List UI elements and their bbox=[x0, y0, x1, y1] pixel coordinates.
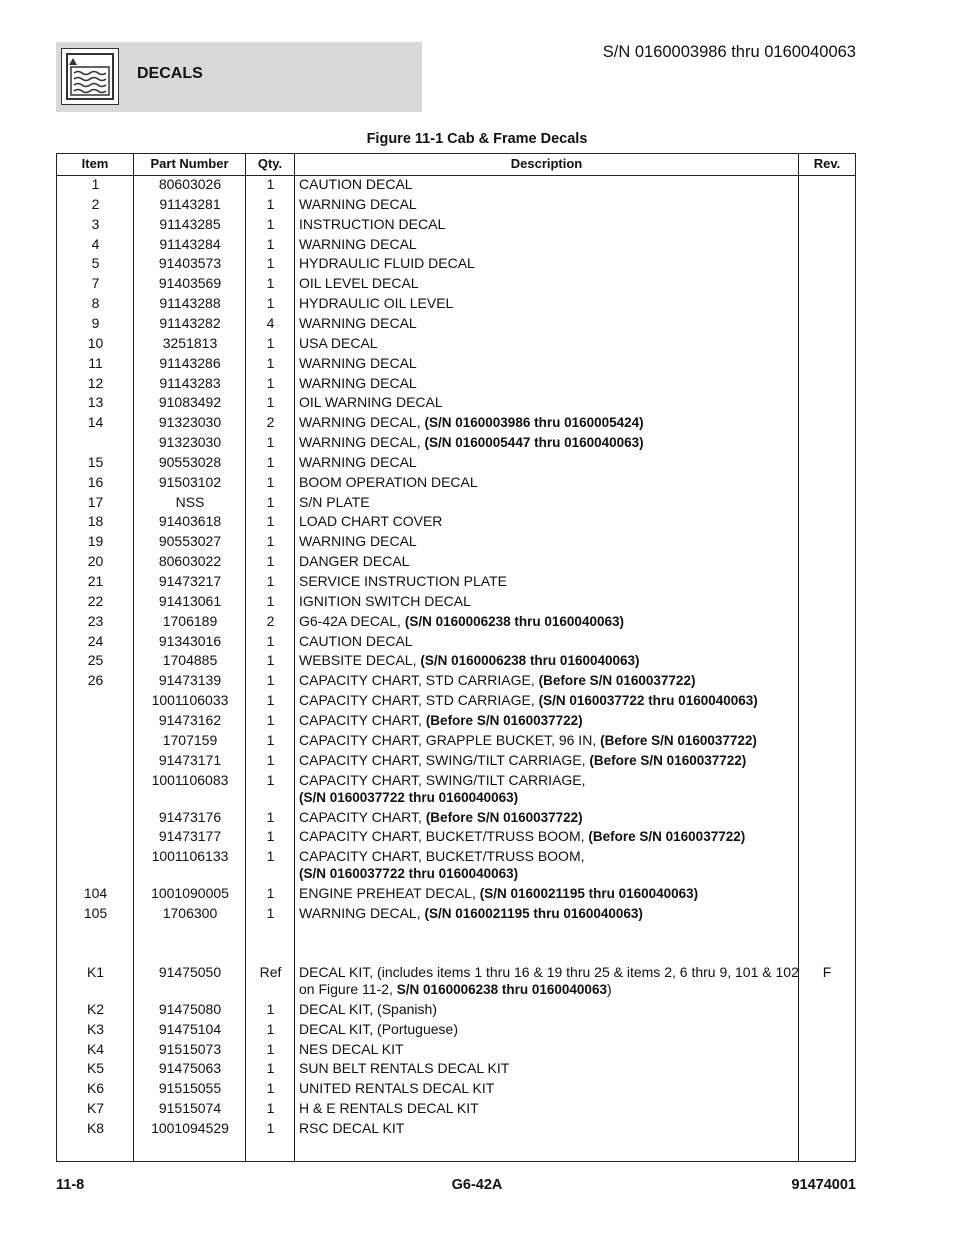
description-cell bbox=[299, 474, 799, 491]
column-header-rev: Rev. bbox=[813, 156, 841, 171]
item-cell: K3 bbox=[86, 1020, 105, 1037]
description-text: WARNING DECAL bbox=[299, 314, 417, 331]
part-number-cell: 91403618 bbox=[158, 513, 222, 530]
description-cell bbox=[299, 355, 799, 372]
qty-cell: 1 bbox=[266, 1060, 275, 1077]
qty-cell: 1 bbox=[266, 533, 275, 550]
column-header-item: Item bbox=[81, 156, 109, 171]
qty-cell: 1 bbox=[266, 374, 275, 391]
column-header-part-number: Part Number bbox=[150, 156, 229, 171]
part-number-cell: 91403569 bbox=[158, 275, 222, 292]
qty-cell: 1 bbox=[266, 176, 275, 192]
qty-cell: 1 bbox=[266, 255, 275, 272]
part-number-cell: 80603026 bbox=[158, 176, 222, 192]
description-text: CAUTION DECAL bbox=[299, 632, 413, 649]
description-text: ENGINE PREHEAT DECAL, bbox=[299, 885, 480, 902]
item-cell: 5 bbox=[91, 255, 100, 272]
description-cell bbox=[299, 1001, 799, 1018]
description-text: DECAL KIT, (Spanish) bbox=[299, 1000, 437, 1017]
description-cell bbox=[299, 964, 799, 998]
description-text: G6-42A DECAL, bbox=[299, 612, 405, 629]
description-cell bbox=[299, 196, 799, 213]
part-number-cell: 91473217 bbox=[158, 573, 222, 589]
description-cell bbox=[299, 176, 799, 193]
description-cell bbox=[299, 295, 799, 312]
decal-section-logo bbox=[61, 48, 119, 105]
section-title: DECALS bbox=[137, 65, 203, 82]
part-number-cell: 91143285 bbox=[159, 215, 221, 232]
qty-cell: 1 bbox=[266, 711, 275, 728]
item-cell: 10 bbox=[87, 334, 104, 351]
serial-range-note: (S/N 0160037722 thru 0160040063) bbox=[299, 789, 519, 805]
part-number-cell: 91413061 bbox=[158, 592, 222, 609]
qty-cell: 1 bbox=[266, 493, 275, 510]
description-cell bbox=[299, 732, 799, 749]
item-cell: 8 bbox=[91, 295, 100, 312]
part-number-cell: 1704885 bbox=[162, 652, 218, 669]
description-cell bbox=[299, 275, 799, 292]
model-name: G6-42A bbox=[451, 1177, 503, 1193]
part-number-cell: 91343016 bbox=[158, 632, 222, 649]
item-cell: K7 bbox=[86, 1100, 105, 1117]
serial-range-note: S/N 0160006238 thru 0160040063 bbox=[396, 981, 607, 997]
item-cell: 12 bbox=[87, 374, 104, 391]
description-cell bbox=[299, 885, 799, 902]
item-cell: 2 bbox=[91, 195, 100, 212]
description-cell bbox=[299, 905, 799, 922]
item-cell: 4 bbox=[91, 235, 100, 252]
description-text: DECAL KIT, (Portuguese) bbox=[299, 1020, 458, 1037]
item-cell: K6 bbox=[86, 1080, 105, 1097]
column-header-description: Description bbox=[510, 156, 583, 171]
qty-cell: 1 bbox=[266, 1100, 275, 1117]
description-cell bbox=[299, 1080, 799, 1097]
description-cell bbox=[299, 513, 799, 530]
serial-range-note: (Before S/N 0160037722) bbox=[538, 673, 696, 689]
description-cell bbox=[299, 1100, 799, 1117]
qty-cell: 1 bbox=[266, 632, 275, 649]
part-number-cell: 91473171 bbox=[158, 751, 222, 768]
part-number-cell: 90553027 bbox=[158, 533, 222, 550]
qty-cell: 1 bbox=[266, 473, 275, 490]
figure-title: Figure 11-1 Cab & Frame Decals bbox=[366, 131, 588, 147]
item-cell: K1 bbox=[86, 963, 105, 980]
serial-range-note: (Before S/N 0160037722) bbox=[425, 809, 583, 825]
description-text: WARNING DECAL, bbox=[299, 414, 425, 431]
serial-range-note: (S/N 0160003986 thru 0160005424) bbox=[424, 415, 644, 431]
description-cell bbox=[299, 236, 799, 253]
description-text: WEBSITE DECAL, bbox=[299, 652, 421, 669]
item-cell: 16 bbox=[87, 473, 104, 490]
part-number-cell: 91473162 bbox=[158, 711, 222, 728]
qty-cell: 1 bbox=[266, 394, 275, 411]
part-number-cell: 91143288 bbox=[159, 295, 221, 312]
serial-range-note: (S/N 0160005447 thru 0160040063) bbox=[424, 435, 644, 451]
description-text: CAPACITY CHART, BUCKET/TRUSS BOOM, bbox=[299, 828, 589, 845]
description-text: WARNING DECAL bbox=[299, 374, 417, 391]
qty-cell: 1 bbox=[266, 215, 275, 232]
description-text: CAPACITY CHART, STD CARRIAGE, bbox=[299, 692, 539, 709]
item-cell: 104 bbox=[83, 885, 108, 902]
decal-icon bbox=[66, 53, 114, 100]
qty-cell: 1 bbox=[266, 731, 275, 748]
part-number-cell: 91473176 bbox=[158, 808, 222, 825]
part-number-cell: 3251813 bbox=[162, 334, 218, 351]
item-cell: 3 bbox=[91, 215, 100, 232]
description-text: WARNING DECAL bbox=[299, 195, 417, 212]
serial-range-note: (S/N 0160021195 thru 0160040063) bbox=[479, 886, 699, 902]
description-text: CAPACITY CHART, SWING/TILT CARRIAGE, bbox=[299, 751, 590, 768]
qty-cell: 4 bbox=[266, 314, 275, 331]
column-header-qty: Qty. bbox=[257, 156, 283, 171]
description-text: UNITED RENTALS DECAL KIT bbox=[299, 1080, 495, 1097]
part-number-cell: 91515074 bbox=[158, 1100, 222, 1117]
description-text: USA DECAL bbox=[299, 334, 378, 351]
description-text: WARNING DECAL bbox=[299, 453, 417, 470]
rev-cell: F bbox=[822, 963, 832, 980]
item-cell: 24 bbox=[87, 632, 104, 649]
description-text: HYDRAULIC FLUID DECAL bbox=[299, 255, 475, 272]
part-number-cell: 91403573 bbox=[158, 255, 222, 272]
item-cell: 21 bbox=[87, 573, 104, 589]
item-cell: 22 bbox=[87, 592, 104, 609]
description-cell bbox=[299, 1041, 799, 1058]
serial-range-note: (S/N 0160006238 thru 0160040063) bbox=[420, 653, 640, 669]
qty-cell: 1 bbox=[266, 672, 275, 689]
item-cell: 11 bbox=[88, 354, 103, 371]
description-cell bbox=[299, 216, 799, 233]
part-number-cell: 91143281 bbox=[159, 195, 221, 212]
description-text-tail: ) bbox=[606, 980, 612, 997]
part-number-cell: 91143284 bbox=[159, 235, 221, 252]
part-number-cell: 91475104 bbox=[158, 1020, 222, 1037]
description-cell bbox=[299, 672, 799, 689]
part-number-cell: 91475050 bbox=[158, 963, 222, 980]
description-cell bbox=[299, 454, 799, 471]
item-cell: 7 bbox=[91, 275, 100, 292]
item-cell: 13 bbox=[87, 394, 104, 411]
item-cell: 15 bbox=[87, 453, 104, 470]
serial-range-note: (S/N 0160037722 thru 0160040063) bbox=[299, 866, 519, 882]
part-number-cell: 91475080 bbox=[158, 1000, 222, 1017]
qty-cell: 1 bbox=[266, 553, 275, 570]
item-cell: 17 bbox=[87, 493, 104, 510]
qty-cell: 1 bbox=[266, 652, 275, 669]
description-text: CAUTION DECAL bbox=[299, 176, 413, 192]
description-text: INSTRUCTION DECAL bbox=[299, 215, 446, 232]
qty-cell: 1 bbox=[266, 771, 275, 788]
description-text: WARNING DECAL, bbox=[299, 905, 425, 922]
description-cell bbox=[299, 848, 799, 882]
serial-range-note: (S/N 0160037722 thru 0160040063) bbox=[538, 693, 758, 709]
part-number-cell: 91143283 bbox=[159, 374, 221, 391]
qty-cell: 1 bbox=[266, 905, 275, 922]
qty-cell: 1 bbox=[266, 513, 275, 530]
serial-range-note: (Before S/N 0160037722) bbox=[588, 829, 746, 845]
description-text: HYDRAULIC OIL LEVEL bbox=[299, 295, 454, 312]
description-text: CAPACITY CHART, BUCKET/TRUSS BOOM, bbox=[299, 848, 585, 865]
item-cell: 25 bbox=[87, 652, 104, 669]
qty-cell: 1 bbox=[266, 434, 275, 451]
part-number-cell: 91323030 bbox=[158, 414, 222, 431]
item-cell: 19 bbox=[87, 533, 104, 550]
qty-cell: 1 bbox=[266, 235, 275, 252]
description-cell bbox=[299, 434, 799, 451]
qty-cell: 2 bbox=[266, 612, 275, 629]
description-text: WARNING DECAL bbox=[299, 235, 417, 252]
qty-cell: 1 bbox=[266, 1080, 275, 1097]
item-cell: 14 bbox=[87, 414, 104, 431]
part-number-cell: 1001106083 bbox=[151, 771, 229, 788]
part-number-cell: 91143286 bbox=[159, 354, 221, 371]
item-cell: 20 bbox=[87, 553, 104, 570]
description-text: LOAD CHART COVER bbox=[299, 513, 443, 530]
item-cell: 26 bbox=[87, 672, 104, 689]
qty-cell: 1 bbox=[266, 573, 275, 589]
part-number-cell: 91473139 bbox=[158, 672, 222, 689]
description-cell bbox=[299, 255, 799, 272]
part-number-cell: 91323030 bbox=[158, 434, 222, 451]
qty-cell: 1 bbox=[266, 195, 275, 212]
qty-cell: Ref bbox=[259, 963, 282, 980]
description-text: OIL LEVEL DECAL bbox=[299, 275, 419, 292]
page-number: 11-8 bbox=[56, 1177, 85, 1193]
description-text: NES DECAL KIT bbox=[299, 1040, 404, 1057]
document-number: 91474001 bbox=[791, 1177, 856, 1193]
description-cell bbox=[299, 772, 799, 806]
part-number-cell: 1001094529 bbox=[151, 1120, 229, 1136]
description-cell bbox=[299, 553, 799, 570]
description-cell bbox=[299, 494, 799, 511]
description-text: DECAL KIT, (includes items 1 thru 16 & 19 thru 25 & items 2, 6 thru 9, 101 & 102 bbox=[299, 963, 799, 980]
qty-cell: 1 bbox=[266, 828, 275, 845]
description-cell bbox=[299, 752, 799, 769]
item-cell: K8 bbox=[86, 1120, 105, 1136]
serial-range-note: (S/N 0160021195 thru 0160040063) bbox=[424, 906, 643, 922]
part-number-cell: 1706189 bbox=[162, 612, 218, 629]
qty-cell: 1 bbox=[266, 354, 275, 371]
serial-range-note: (Before S/N 0160037722) bbox=[600, 732, 757, 748]
description-cell bbox=[299, 335, 799, 352]
description-text: S/N PLATE bbox=[299, 493, 370, 510]
qty-cell: 1 bbox=[266, 334, 275, 351]
description-text: WARNING DECAL bbox=[299, 533, 417, 550]
description-cell bbox=[299, 692, 799, 709]
item-cell: K2 bbox=[86, 1000, 105, 1017]
parts-table bbox=[56, 153, 856, 1162]
item-cell: 23 bbox=[87, 612, 104, 629]
part-number-cell: 80603022 bbox=[158, 553, 222, 570]
qty-cell: 1 bbox=[266, 848, 275, 865]
serial-range-note: (Before S/N 0160037722) bbox=[425, 712, 583, 728]
description-cell bbox=[299, 712, 799, 729]
qty-cell: 1 bbox=[266, 592, 275, 609]
part-number-cell: 1706300 bbox=[162, 905, 218, 922]
part-number-cell: NSS bbox=[175, 493, 205, 510]
description-text: WARNING DECAL bbox=[299, 354, 417, 371]
description-text: SUN BELT RENTALS DECAL KIT bbox=[299, 1060, 510, 1077]
description-cell bbox=[299, 1060, 799, 1077]
part-number-cell: 91515055 bbox=[158, 1080, 222, 1097]
description-text: CAPACITY CHART, bbox=[299, 808, 426, 825]
description-text: DANGER DECAL bbox=[299, 553, 410, 570]
qty-cell: 1 bbox=[266, 808, 275, 825]
part-number-cell: 1707159 bbox=[162, 731, 218, 748]
description-cell bbox=[299, 394, 799, 411]
description-cell bbox=[299, 573, 799, 590]
part-number-cell: 91473177 bbox=[158, 828, 222, 845]
serial-range-note: (Before S/N 0160037722) bbox=[589, 752, 747, 768]
item-cell: K5 bbox=[86, 1060, 105, 1077]
description-text: CAPACITY CHART, SWING/TILT CARRIAGE, bbox=[299, 771, 586, 788]
description-cell bbox=[299, 414, 799, 431]
description-cell bbox=[299, 652, 799, 669]
item-cell: 18 bbox=[87, 513, 104, 530]
description-text-line2: on Figure 11-2, bbox=[299, 980, 397, 997]
description-cell bbox=[299, 593, 799, 610]
part-number-cell: 91083492 bbox=[158, 394, 222, 411]
qty-cell: 1 bbox=[266, 751, 275, 768]
item-cell: 1 bbox=[91, 176, 100, 192]
description-text: CAPACITY CHART, STD CARRIAGE, bbox=[299, 672, 539, 689]
description-text: H & E RENTALS DECAL KIT bbox=[299, 1100, 479, 1117]
description-text: IGNITION SWITCH DECAL bbox=[299, 592, 471, 609]
qty-cell: 1 bbox=[266, 1000, 275, 1017]
description-cell bbox=[299, 809, 799, 826]
description-text: WARNING DECAL, bbox=[299, 434, 425, 451]
qty-cell: 1 bbox=[266, 453, 275, 470]
part-number-cell: 90553028 bbox=[158, 453, 222, 470]
description-text: SERVICE INSTRUCTION PLATE bbox=[299, 573, 507, 589]
part-number-cell: 91503102 bbox=[158, 473, 222, 490]
qty-cell: 1 bbox=[266, 295, 275, 312]
item-cell: 9 bbox=[91, 314, 100, 331]
description-cell bbox=[299, 613, 799, 630]
qty-cell: 1 bbox=[266, 1020, 275, 1037]
part-number-cell: 1001090005 bbox=[151, 885, 229, 902]
description-cell bbox=[299, 1120, 799, 1137]
description-text: RSC DECAL KIT bbox=[299, 1120, 405, 1136]
description-cell bbox=[299, 633, 799, 650]
qty-cell: 1 bbox=[266, 1040, 275, 1057]
item-cell: K4 bbox=[86, 1040, 105, 1057]
description-text: BOOM OPERATION DECAL bbox=[299, 473, 478, 490]
description-text: CAPACITY CHART, GRAPPLE BUCKET, 96 IN, bbox=[299, 731, 601, 748]
qty-cell: 1 bbox=[266, 692, 275, 709]
part-number-cell: 91143282 bbox=[159, 314, 221, 331]
description-cell bbox=[299, 828, 799, 845]
item-cell: 105 bbox=[83, 905, 108, 922]
description-cell bbox=[299, 315, 799, 332]
part-number-cell: 91515073 bbox=[158, 1040, 222, 1057]
part-number-cell: 1001106033 bbox=[151, 692, 229, 709]
description-text: OIL WARNING DECAL bbox=[299, 394, 443, 411]
description-text: CAPACITY CHART, bbox=[299, 711, 426, 728]
description-cell bbox=[299, 375, 799, 392]
serial-range: S/N 0160003986 thru 0160040063 bbox=[602, 43, 856, 61]
part-number-cell: 91475063 bbox=[158, 1060, 222, 1077]
description-cell bbox=[299, 1021, 799, 1038]
qty-cell: 2 bbox=[266, 414, 275, 431]
description-cell bbox=[299, 533, 799, 550]
serial-range-note: (S/N 0160006238 thru 0160040063) bbox=[404, 613, 624, 629]
part-number-cell: 1001106133 bbox=[151, 848, 229, 865]
qty-cell: 1 bbox=[266, 275, 275, 292]
qty-cell: 1 bbox=[266, 1120, 275, 1136]
qty-cell: 1 bbox=[266, 885, 275, 902]
